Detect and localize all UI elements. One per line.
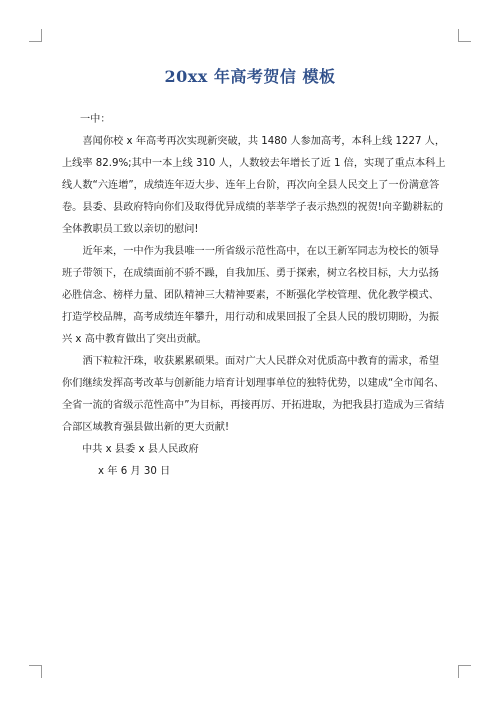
greeting: 一中：: [80, 114, 111, 125]
signature: 中共 x 县委 x 县人民政府: [82, 444, 199, 455]
date: x 年 6 月 30 日: [98, 466, 171, 477]
document-title: 20xx 年高考贺信 模板: [164, 67, 336, 86]
letter-body: [62, 109, 447, 483]
paragraph-achievement: 喜闻你校 x 年高考再次实现新突破，共 1480 人参加高考，本科上线 1227 人，上线率 82.9%;其中一本上线 310 人，人数较去年增长了近 1 倍，实现了重点本科上线人数“六连增”，成绩连年迈大步、连年上台阶，再次向全县人民交上了一份满意答卷。县委、县政府特向你们及取得优异成绩的莘莘学子表示热烈的祝贺!向辛勤耕耘的全体教职员工致以亲切的慰问!: [62, 136, 446, 235]
paragraph-history: 近年来，一中作为我县唯一一所省级示范性高中，在以王新军同志为校长的领导班子带领下，在成绩面前不骄不躁，自我加压、勇于探索，树立名校目标，大力弘扬必胜信念、榜样力量、团队精神三大精神要素，不断强化学校管理、优化教学模式、打造学校品牌，高考成绩连年攀升，用行动和成果回报了全县人民的殷切期盼，为振兴 x 高中教育做出了突出贡献。: [62, 246, 440, 345]
paragraph-hopes: 洒下粒粒汗珠，收获累累硕果。面对广大人民群众对优质高中教育的需求，希望你们继续发挥高考改革与创新能力培育计划理事单位的独特优势，以建成“全市闻名、全省一流的省级示范性高中”为目标，再接再厉、开拓进取，为把我县打造成为三省结合部区域教育强县做出新的更大贡献!: [62, 356, 445, 433]
